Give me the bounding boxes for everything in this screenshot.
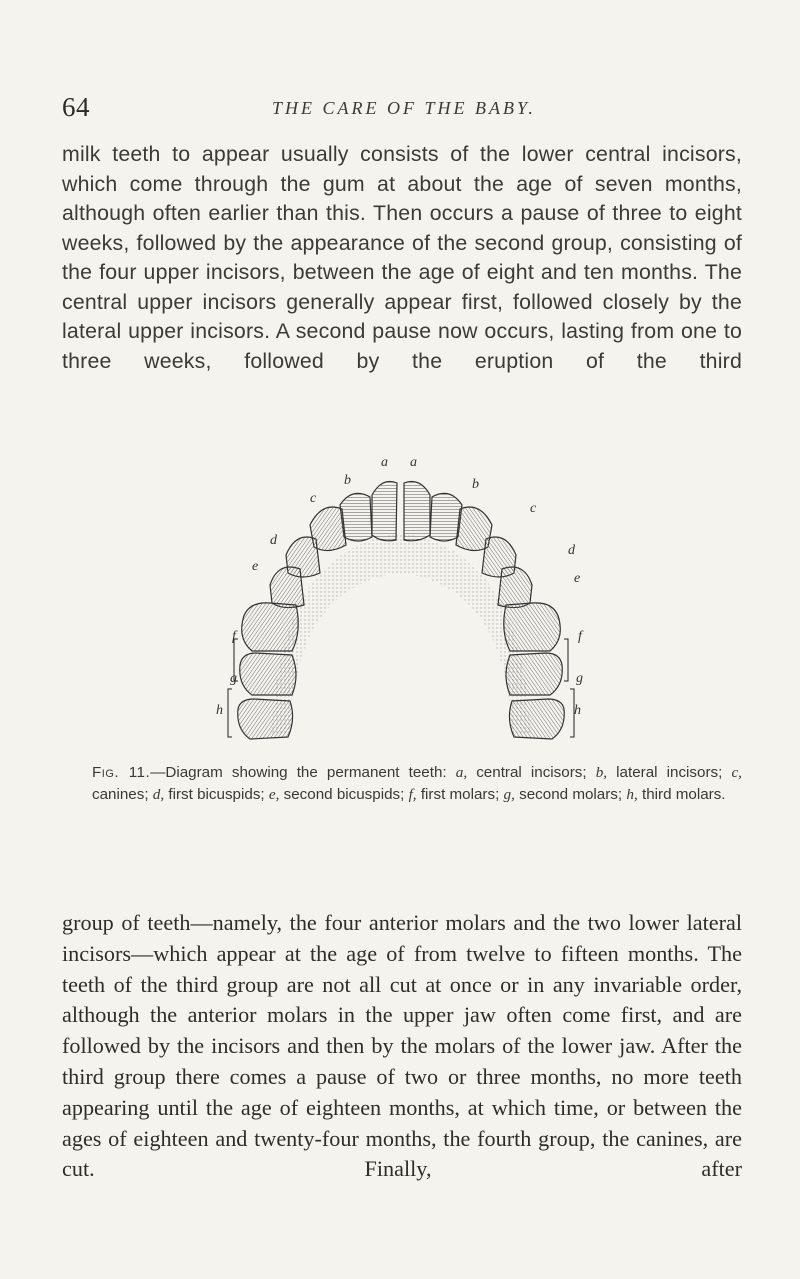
caption-key: b,: [595, 764, 608, 781]
label-d-right: d: [568, 543, 575, 558]
label-e-left: e: [252, 559, 259, 574]
second-molar-left: [240, 653, 296, 695]
caption-key: d,: [152, 786, 165, 803]
caption-key: c,: [731, 764, 742, 781]
caption-text: central incisors;: [467, 764, 596, 781]
label-g-left: g: [230, 671, 237, 686]
caption-key: e,: [268, 786, 280, 803]
caption-text: first bicuspids;: [164, 786, 269, 803]
label-c-right: c: [530, 501, 537, 516]
page-number: 64: [62, 92, 90, 122]
caption-text: first molars;: [416, 786, 504, 803]
running-head: THE CARE OF THE BABY.: [272, 98, 536, 118]
caption-key: h,: [626, 786, 638, 803]
caption-text: third molars.: [637, 786, 726, 803]
caption-text: second molars;: [514, 786, 627, 803]
label-e-right: e: [574, 571, 581, 586]
label-c-left: c: [310, 491, 317, 506]
third-molar-left: [238, 699, 293, 739]
label-a-left: a: [381, 455, 388, 470]
page-header: [62, 86, 742, 126]
second-molar-right: [506, 653, 562, 695]
label-h-right: h: [574, 703, 581, 718]
caption-text: canines;: [92, 786, 153, 803]
figure-caption: [92, 762, 742, 806]
central-incisor-right: [404, 482, 430, 541]
central-incisor-left: [372, 482, 397, 541]
teeth-diagram-figure: [212, 455, 592, 750]
third-molar-right: [509, 699, 564, 739]
paragraph-top: milk teeth to appear usually consists of the lower central incisors, which come through the gum at about the age of seven months, although often earlier than this. Then occurs a pause of three to eight weeks, followed by the appearance of the second group, consisting of the four upper incisors, between the age of eight and ten months. The central upper incisors generally appear first, followed closely by the lateral upper incisors. A second pause now occurs, lasting from one to three weeks, followed by the eruption of the third: [62, 142, 742, 373]
label-f-left: f: [232, 629, 236, 644]
label-b-left: b: [344, 473, 351, 488]
paragraph-bottom: group of teeth—namely, the four anterior molars and the two lower lateral incisors—which appear at the age of from twelve to fifteen months. The teeth of the third group are not all cut at once or in any invariable order, although the anterior molars in the upper jaw often come first, and are followed by the incisors and then by the molars of the lower jaw. After the third group there comes a pause of two or three months, no more teeth appearing until the age of eighteen months, at which time, or between the ages of eighteen and twenty-four months, the fourth group, the canines, are cut. Finally, after: [62, 910, 742, 1182]
caption-text: second bicuspids;: [279, 786, 409, 803]
label-a-right: a: [410, 455, 417, 470]
label-g-right: g: [576, 671, 583, 686]
caption-key: a,: [455, 764, 468, 781]
caption-key: f,: [408, 786, 417, 803]
figure-label: Fig. 11.: [92, 764, 151, 781]
caption-text: —Diagram showing the permanent teeth:: [150, 764, 456, 781]
first-molar-left: [242, 603, 299, 651]
caption-text: lateral incisors;: [607, 764, 732, 781]
label-h-left: h: [216, 703, 223, 718]
label-d-left: d: [270, 533, 277, 548]
caption-key: g,: [503, 786, 515, 803]
dental-arch-illustration: [212, 455, 592, 750]
second-bicuspid-left: [270, 567, 304, 608]
label-f-right: f: [578, 629, 582, 644]
label-b-right: b: [472, 477, 479, 492]
second-bicuspid-right: [498, 567, 532, 608]
first-molar-right: [504, 603, 561, 651]
